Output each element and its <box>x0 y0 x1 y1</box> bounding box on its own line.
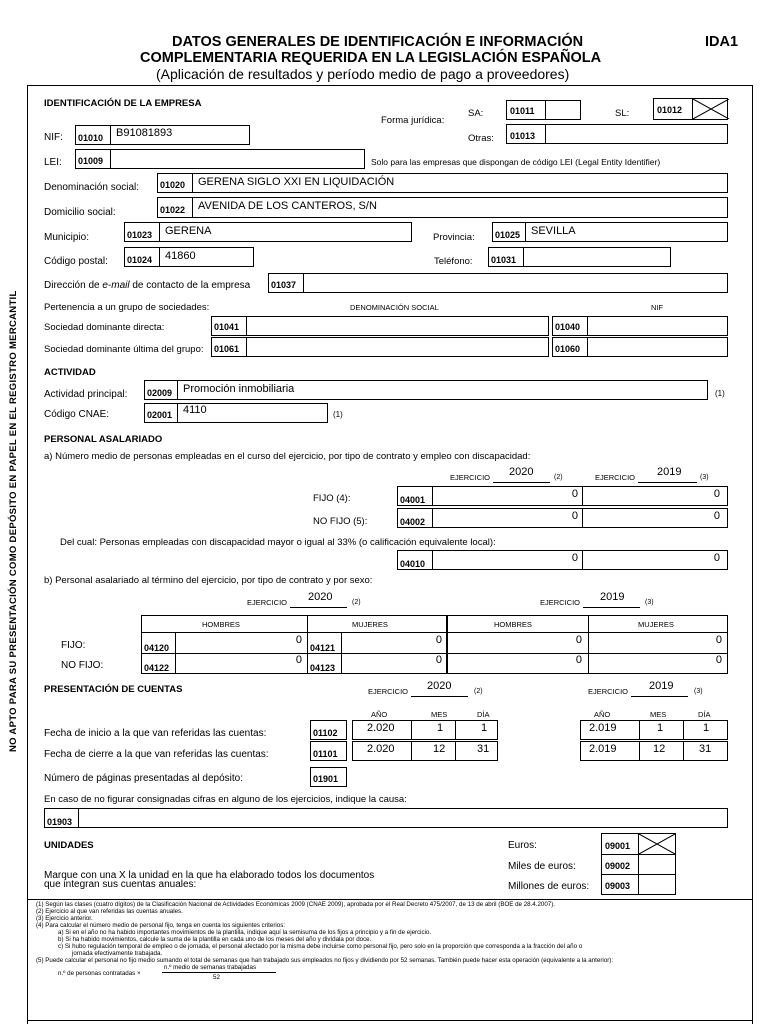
otras-label: Otras: <box>468 133 494 144</box>
provincia-field[interactable] <box>492 222 728 242</box>
lei-label: LEI: <box>44 157 62 168</box>
footnote-4: (4) Para calcular el número medio de personal fijo, tenga en cuenta los siguientes criterios: <box>36 922 286 929</box>
field-code: 04001 <box>400 495 426 505</box>
b-nofijo-h-y1: 0 <box>295 654 302 666</box>
cierre-y1-field[interactable] <box>352 741 498 761</box>
dominante-directa-nif-field[interactable] <box>552 316 728 336</box>
c-dia-header-2: DÍA <box>698 710 711 719</box>
field-code: 01037 <box>271 280 297 290</box>
field-code: 04002 <box>400 517 426 527</box>
section-cuentas: PRESENTACIÓN DE CUENTAS <box>44 684 183 695</box>
cierre-y1-ano: 2.020 <box>367 743 395 755</box>
dominante-ultima-field[interactable] <box>211 337 549 357</box>
municipio-field[interactable] <box>124 222 412 242</box>
cierre-label: Fecha de cierre a la que van referidas las cuentas: <box>44 749 269 760</box>
denominacion-value: GERENA SIGLO XXI EN LIQUIDACIÓN <box>198 176 395 188</box>
b-ejercicio-label-2: EJERCICIO <box>540 598 581 607</box>
field-code: 01060 <box>555 344 581 354</box>
causa-field[interactable] <box>44 808 728 828</box>
field-code: 01903 <box>47 817 73 827</box>
dominante-directa-field[interactable] <box>211 316 549 336</box>
b-nofijo-h-y2: 0 <box>575 654 582 666</box>
field-code: 04010 <box>400 559 426 569</box>
fijo-y1: 0 <box>571 488 578 500</box>
b-ejercicio-label-1: EJERCICIO <box>247 598 288 607</box>
causa-label: En caso de no figurar consignadas cifras en alguno de los ejercicios, indique la causa: <box>44 794 407 805</box>
cp-label: Código postal: <box>44 256 108 267</box>
actividad-principal-label: Actividad principal: <box>44 389 128 400</box>
b-hombres-header-1: HOMBRES <box>202 620 240 629</box>
nif-value: B91081893 <box>116 127 173 139</box>
b-nofijo-label: NO FIJO: <box>61 660 104 671</box>
cnae-value: 4110 <box>183 404 207 416</box>
millones-label: Millones de euros: <box>508 881 590 892</box>
c-year-1: 2020 <box>427 680 452 692</box>
field-code: 01101 <box>313 749 338 759</box>
c-year-1-note: (2) <box>474 688 483 695</box>
grupo-denominacion-header: DENOMINACIÓN SOCIAL <box>350 303 439 312</box>
c-year-2-note: (3) <box>694 688 703 695</box>
formula-denominator: 52 <box>213 974 220 981</box>
municipio-value: GERENA <box>165 225 212 237</box>
cp-field[interactable] <box>124 247 254 267</box>
section-unidades: UNIDADES <box>44 840 94 851</box>
unidades-desc-1: Marque con una X la unidad en la que ha elaborado todos los documentos <box>44 870 375 881</box>
sl-checkbox-x-icon[interactable] <box>692 99 728 119</box>
b-mujeres-header-2: MUJERES <box>638 620 674 629</box>
b-fijo-label: FIJO: <box>61 640 86 651</box>
footnote-4b: b) Si ha habido movimientos, calcule la suma de la plantilla en cada uno de los meses del año y divídala por doce. <box>58 936 372 943</box>
a-ejercicio-label-1: EJERCICIO <box>450 473 491 482</box>
inicio-y1-ano: 2.020 <box>367 722 395 734</box>
field-code: 01013 <box>510 131 536 141</box>
provincia-label: Provincia: <box>433 232 475 243</box>
domicilio-value: AVENIDA DE LOS CANTEROS, S/N <box>198 200 377 212</box>
inicio-label: Fecha de inicio a la que van referidas las cuentas: <box>44 728 267 739</box>
footnote-4c-cont: jornada efectivamente trabajada. <box>72 950 163 957</box>
discapacidad-y1: 0 <box>571 552 578 564</box>
sl-field[interactable] <box>653 98 728 120</box>
cp-value: 41860 <box>165 250 196 262</box>
b-year-2: 2019 <box>600 591 625 603</box>
nif-label: NIF: <box>44 132 63 143</box>
paginas-field[interactable] <box>310 767 347 787</box>
field-code: 01009 <box>78 156 104 166</box>
discapacidad-label: Del cual: Personas empleadas con discapacidad mayor o igual al 33% (o calificación equivalente local): <box>60 537 496 548</box>
a-ejercicio-label-2: EJERCICIO <box>595 473 636 482</box>
field-code: 01031 <box>491 255 517 265</box>
field-code: 01025 <box>495 230 521 240</box>
euros-checkbox-x-icon[interactable] <box>639 834 675 854</box>
title-line-2: COMPLEMENTARIA REQUERIDA EN LA LEGISLACIÓN ESPAÑOLA <box>140 50 602 66</box>
field-code: 01102 <box>313 728 338 738</box>
actividad-principal-field[interactable] <box>144 380 708 400</box>
c-ano-header-2: AÑO <box>594 710 611 719</box>
personal-b-table <box>141 615 728 674</box>
field-code: 04123 <box>310 663 336 673</box>
cierre-y2-ano: 2.019 <box>589 743 617 755</box>
actividad-principal-note: (1) <box>715 389 725 398</box>
sl-label: SL: <box>615 108 630 119</box>
nofijo-y2: 0 <box>713 510 720 522</box>
email-label: Dirección de e-mail de contacto de la empresa <box>44 280 251 291</box>
sa-field[interactable] <box>506 100 581 120</box>
c-ejercicio-label-2: EJERCICIO <box>588 687 629 696</box>
side-text: NO APTO PARA SU PRESENTACIÓN COMO DEPÓSITO EN PAPEL EN EL REGISTRO MERCANTIL <box>8 290 19 752</box>
field-code: 01040 <box>555 322 581 332</box>
c-mes-header-1: MES <box>431 710 448 719</box>
inicio-y1-field[interactable] <box>352 720 498 740</box>
grupo-label: Pertenencia a un grupo de sociedades: <box>44 302 210 313</box>
section-actividad: ACTIVIDAD <box>44 367 96 378</box>
discapacidad-field[interactable] <box>397 550 728 570</box>
title-line-1: DATOS GENERALES DE IDENTIFICACIÓN E INFORMACIÓN <box>172 34 584 50</box>
inicio-y1-dia: 1 <box>481 722 488 734</box>
c-dia-header-1: DÍA <box>477 710 490 719</box>
a-year-2-note: (3) <box>700 474 709 481</box>
b-fijo-m-y1: 0 <box>435 634 442 646</box>
fijo-label: FIJO (4): <box>313 493 351 504</box>
unidades-table <box>601 833 676 895</box>
lei-note: Solo para las empresas que dispongan de código LEI (Legal Entity Identifier) <box>371 157 661 167</box>
section-identificacion: IDENTIFICACIÓN DE LA EMPRESA <box>44 98 202 109</box>
inicio-y2-ano: 2.019 <box>589 722 617 734</box>
b-fijo-h-y2: 0 <box>575 634 582 646</box>
denominacion-field[interactable] <box>157 173 728 193</box>
field-code: 01022 <box>160 205 186 215</box>
cierre-y2-dia: 31 <box>699 743 712 755</box>
section-personal: PERSONAL ASALARIADO <box>44 434 163 445</box>
dominante-ultima-label: Sociedad dominante última del grupo: <box>44 344 204 355</box>
formula-left: n.º de personas contratadas × <box>58 970 141 977</box>
field-code: 01011 <box>510 106 535 116</box>
field-code: 02009 <box>147 388 173 398</box>
field-code: 01020 <box>160 180 186 190</box>
subtitle: (Aplicación de resultados y período medio de pago a proveedores) <box>156 66 570 82</box>
c-ano-header-1: AÑO <box>371 710 388 719</box>
inicio-y2-mes: 1 <box>657 722 664 734</box>
lei-field[interactable] <box>75 149 365 169</box>
telefono-field[interactable] <box>488 247 671 267</box>
field-code: 09002 <box>605 861 631 871</box>
municipio-label: Municipio: <box>44 232 90 243</box>
nif-field[interactable] <box>75 125 250 145</box>
provincia-value: SEVILLA <box>531 225 576 237</box>
c-ejercicio-label-1: EJERCICIO <box>368 687 409 696</box>
miles-label: Miles de euros: <box>508 861 576 872</box>
email-field[interactable] <box>268 273 728 293</box>
domicilio-label: Domicilio social: <box>44 207 116 218</box>
cierre-y2-mes: 12 <box>653 743 666 755</box>
form-code: IDA1 <box>705 34 739 50</box>
grupo-nif-header: NIF <box>651 303 664 312</box>
denominacion-label: Denominación social: <box>44 182 140 193</box>
cnae-label: Código CNAE: <box>44 409 110 420</box>
footnote-4a: a) Si en el año no ha habido importantes movimientos de la plantilla, indique aquí la semisuma de los fijos a principio y a fin de ejercicio. <box>58 929 432 936</box>
b-nofijo-m-y2: 0 <box>715 654 722 666</box>
b-hombres-header-2: HOMBRES <box>494 620 532 629</box>
a-year-1-note: (2) <box>554 474 563 481</box>
footnote-4c: c) Si hubo regulación temporal de empleo o de jornada, el personal afectado por la misma debe incluirse como personal fijo, pero solo en la proporción que corresponda a la fracción del año o <box>58 943 583 950</box>
formula-numerator: n.º medio de semanas trabajadas <box>164 964 257 971</box>
field-code: 01023 <box>127 230 153 240</box>
field-code: 01024 <box>127 255 153 265</box>
field-code: 01010 <box>78 133 104 143</box>
actividad-principal-value: Promoción inmobiliaria <box>183 383 295 395</box>
c-year-2: 2019 <box>649 680 674 692</box>
cnae-field[interactable] <box>144 403 328 423</box>
millones-checkbox[interactable] <box>639 875 675 894</box>
miles-checkbox[interactable] <box>639 855 675 874</box>
euros-label: Euros: <box>508 840 537 851</box>
sa-label: SA: <box>468 108 484 119</box>
field-code: 04122 <box>144 663 170 673</box>
inicio-y2-field[interactable] <box>580 720 728 740</box>
field-code: 01901 <box>313 774 339 784</box>
b-fijo-h-y1: 0 <box>295 634 302 646</box>
field-code: 02001 <box>147 410 173 420</box>
fijo-field[interactable] <box>397 486 728 506</box>
footnote-3: (3) Ejercicio anterior. <box>36 915 93 922</box>
inicio-y1-mes: 1 <box>437 722 444 734</box>
telefono-label: Teléfono: <box>434 256 473 267</box>
nofijo-field[interactable] <box>397 508 728 528</box>
a-year-2: 2019 <box>657 466 682 478</box>
inicio-code-box <box>310 720 347 740</box>
b-year-1: 2020 <box>308 591 333 603</box>
field-code: 09003 <box>605 881 631 891</box>
b-year-1-note: (2) <box>352 599 361 606</box>
forma-juridica-label: Forma jurídica: <box>381 115 445 126</box>
a-year-1: 2020 <box>509 466 534 478</box>
cierre-y2-field[interactable] <box>580 741 728 761</box>
field-code: 04121 <box>310 643 336 653</box>
field-code: 04120 <box>144 643 170 653</box>
cierre-code-box <box>310 741 347 761</box>
dominante-ultima-nif-field[interactable] <box>552 337 728 357</box>
field-code: 01041 <box>214 322 240 332</box>
field-code: 01061 <box>214 344 240 354</box>
domicilio-field[interactable] <box>157 197 728 218</box>
footnote-5: (5) Puede calcular el personal no fijo medio sumando el total de semanas que han trabajado sus empleados no fijos y dividiendo por 52 semanas. También puede hacer esta operación (equivalente a la anterior): <box>36 957 614 964</box>
field-code: 01012 <box>657 105 683 115</box>
fijo-y2: 0 <box>713 488 720 500</box>
otras-field[interactable] <box>506 124 728 144</box>
nofijo-y1: 0 <box>571 510 578 522</box>
c-mes-header-2: MES <box>650 710 667 719</box>
b-nofijo-m-y1: 0 <box>435 654 442 666</box>
inicio-y2-dia: 1 <box>703 722 710 734</box>
cierre-y1-mes: 12 <box>433 743 446 755</box>
discapacidad-y2: 0 <box>713 552 720 564</box>
unidades-desc-2: que integran sus cuentas anuales: <box>44 879 197 890</box>
footnote-1: (1) Según las clases (cuatro dígitos) de la Clasificación Nacional de Actividades Económicas 2009 (CNAE 2009), aprobada por el Real Decreto 475/2007, de 13 de abril (BOE de 28.4.2007). <box>36 901 556 908</box>
dominante-directa-label: Sociedad dominante directa: <box>44 322 165 333</box>
cierre-y1-dia: 31 <box>477 743 490 755</box>
b-fijo-m-y2: 0 <box>715 634 722 646</box>
field-code: 09001 <box>605 841 631 851</box>
b-year-2-note: (3) <box>645 599 654 606</box>
footnote-2: (2) Ejercicio al que van referidas las cuentas anuales. <box>36 908 183 915</box>
personal-b-label: b) Personal asalariado al término del ejercicio, por tipo de contrato y por sexo: <box>44 575 373 586</box>
b-mujeres-header-1: MUJERES <box>352 620 388 629</box>
paginas-label: Número de páginas presentadas al depósito: <box>44 773 244 784</box>
nofijo-label: NO FIJO (5): <box>313 516 368 527</box>
personal-a-label: a) Número medio de personas empleadas en el curso del ejercicio, por tipo de contrato y empleo con discapacidad: <box>44 451 531 462</box>
cnae-note: (1) <box>333 410 343 419</box>
